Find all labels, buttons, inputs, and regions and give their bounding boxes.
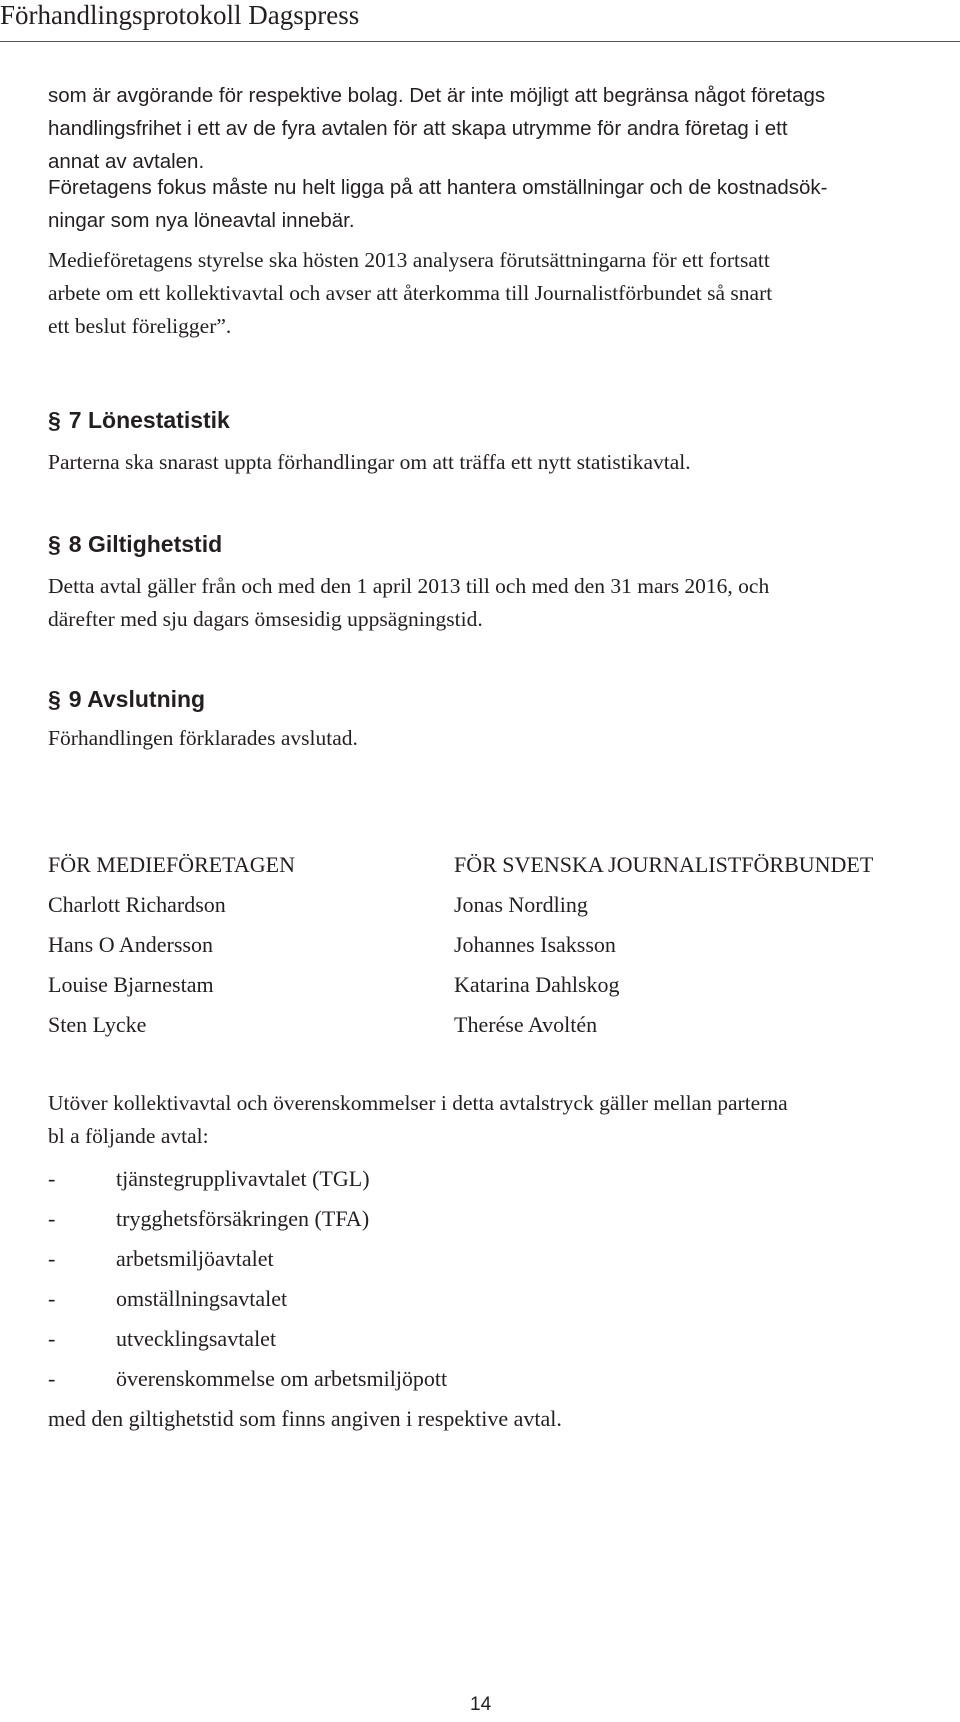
section-symbol: § [48,686,61,712]
list-item-text: omställningsavtalet [116,1286,288,1311]
list-dash: - [48,1206,56,1231]
agreements-intro-line: bl a följande avtal: [48,1124,209,1148]
section-text-line: Parterna ska snarast uppta förhandlingar om att träffa ett nytt statistikavtal. [48,450,691,474]
signatory-name: Hans O Andersson [48,932,213,957]
signatory-name: Katarina Dahlskog [454,972,620,997]
header-divider [0,41,960,42]
signatory-name: Therése Avoltén [454,1012,598,1037]
list-item-text: trygghetsförsäkringen (TFA) [116,1206,370,1231]
intro-paragraph [48,79,825,178]
list-item [48,1359,788,1399]
agreements-intro-line: Utöver kollektivavtal och överenskommelser i detta avtalstryck gäller mellan parterna [48,1091,788,1115]
list-dash: - [48,1246,56,1271]
section-title: 9 Avslutning [68,686,206,712]
section-text-line: Förhandlingen förklarades avslutad. [48,726,358,750]
agreements-section [48,1087,788,1439]
section-heading [48,404,691,436]
list-item-text: tjänstegrupplivavtalet (TGL) [116,1166,370,1191]
intro-line: som är avgörande för respektive bolag. Det är inte möjligt att begränsa något företags [48,84,826,107]
board-line: ett beslut föreligger”. [48,314,232,338]
page-number: 14 [470,1694,492,1715]
intro-line: handlingsfrihet i ett av de fyra avtalen för att skapa utrymme för andra företag i ett [48,117,788,140]
list-dash: - [48,1166,56,1191]
focus-line: ningar som nya löneavtal innebär. [48,209,355,232]
signature-column-employer [48,845,295,1045]
agreements-outro: med den giltighetstid som finns angiven i respektive avtal. [48,1406,562,1431]
signatory-name: Charlott Richardson [48,892,226,917]
intro-line: annat av avtalen. [48,150,205,173]
signatory-name: Jonas Nordling [454,892,588,917]
section-text-line: därefter med sju dagars ömsesidig uppsägningstid. [48,607,483,631]
section-text-line: Detta avtal gäller från och med den 1 april 2013 till och med den 31 mars 2016, och [48,574,770,598]
signatory-name: Johannes Isaksson [454,932,616,957]
agreements-list [48,1159,788,1439]
board-line: Medieföretagens styrelse ska hösten 2013 analysera förutsättningarna för ett fortsatt [48,248,770,272]
list-item-text: överenskommelse om arbetsmiljöpott [116,1366,448,1391]
list-item [48,1319,788,1359]
section-title: 8 Giltighetstid [68,531,223,557]
section-7 [48,404,691,479]
signature-column-union [454,845,873,1045]
list-item [48,1159,788,1199]
focus-line: Företagens fokus måste nu helt ligga på att hantera omställningar och de kostnadsök- [48,176,828,199]
section-symbol: § [48,531,61,557]
section-symbol: § [48,407,61,433]
section-title: 7 Lönestatistik [68,407,230,433]
signature-heading: FÖR SVENSKA JOURNALISTFÖRBUNDET [454,852,874,877]
section-8 [48,528,769,636]
document-title: Förhandlingsprotokoll Dagspress [0,0,360,30]
list-dash: - [48,1286,56,1311]
board-paragraph [48,244,772,343]
list-item [48,1279,788,1319]
signatory-name: Sten Lycke [48,1012,147,1037]
list-dash: - [48,1366,56,1391]
list-item [48,1239,788,1279]
list-item-text: arbetsmiljöavtalet [116,1246,274,1271]
list-item [48,1199,788,1239]
section-heading [48,528,769,560]
board-line: arbete om ett kollektivavtal och avser att återkomma till Journalistförbundet så snart [48,281,773,305]
signature-heading: FÖR MEDIEFÖRETAGEN [48,852,295,877]
section-heading [48,683,358,715]
focus-paragraph [48,171,827,237]
section-9 [48,683,358,755]
signatory-name: Louise Bjarnestam [48,972,214,997]
list-dash: - [48,1326,56,1351]
list-item-text: utvecklingsavtalet [116,1326,277,1351]
